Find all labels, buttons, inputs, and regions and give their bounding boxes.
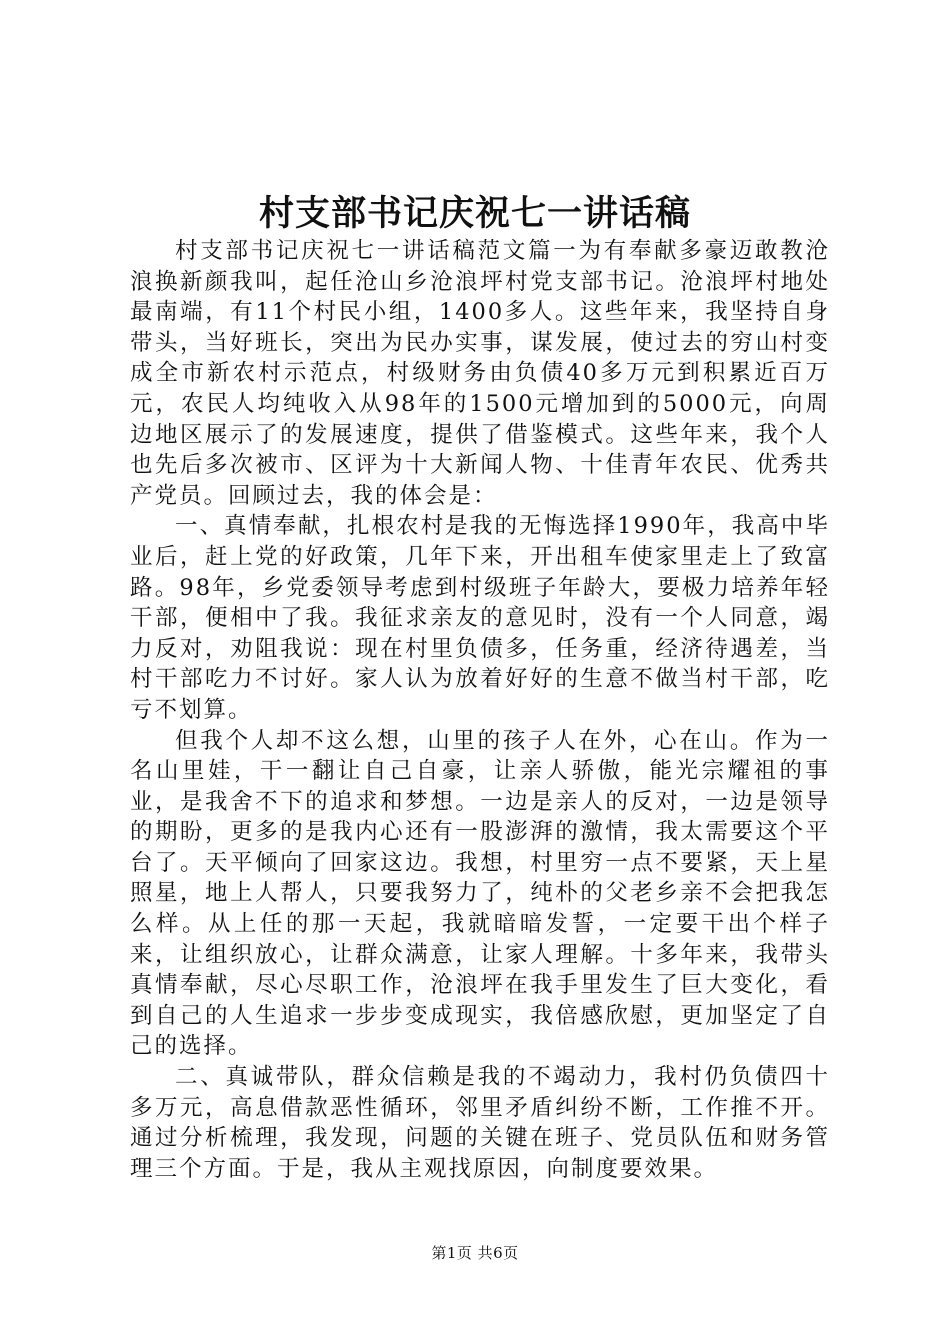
paragraph-reflection: 但我个人却不这么想，山里的孩子人在外，心在山。作为一名山里娃，干一翻让自己自豪，让亲人骄傲，能光宗耀祖的事业，是我舍不下的追求和梦想。一边是亲人的反对，一边是领导的期盼，更多的是我内心还有一股澎湃的激情，我太需要这个平台了。天平倾向了回家这边。我想，村里穷一点不要紧，天上星照星，地上人帮人，只要我努力了，纯朴的父老乡亲不会把我怎么样。从上任的那一天起，我就暗暗发誓，一定要干出个样子来，让组织放心，让群众满意，让家人理解。十多年来，我带头真情奉献，尽心尽职工作，沧浪坪在我手里发生了巨大变化，看到自己的人生追求一步步变成现实，我倍感欣慰，更加坚定了自己的选择。 <box>130 727 830 1060</box>
page-number-footer: 第1页 共6页 <box>431 1244 519 1262</box>
paragraph-section-one: 一、真情奉献，扎根农村是我的无悔选择1990年，我高中毕业后，赶上党的好政策，几年下来，开出租车使家里走上了致富路。98年，乡党委领导考虑到村级班子年龄大，要极力培养年轻干部，便相中了我。我征求亲友的意见时，没有一个人同意，竭力反对，劝阻我说：现在村里负债多，任务重，经济待遇差，当村干部吃力不讨好。家人认为放着好好的生意不做当村干部，吃亏不划算。 <box>130 513 830 723</box>
document-body <box>130 236 830 1184</box>
document-title: 村支部书记庆祝七一讲话稿 <box>258 193 691 234</box>
paragraph-section-two: 二、真诚带队，群众信赖是我的不竭动力，我村仍负债四十多万元，高息借款恶性循环，邻里矛盾纠纷不断，工作推不开。通过分析梳理，我发现，问题的关键在班子、党员队伍和财务管理三个方面。于是，我从主观找原因，向制度要效果。 <box>130 1064 830 1182</box>
paragraph-intro: 村支部书记庆祝七一讲话稿范文篇一为有奉献多豪迈敢教沧浪换新颜我叫，起任沧山乡沧浪坪村党支部书记。沧浪坪村地处最南端，有11个村民小组，1400多人。这些年来，我坚持自身带头，当好班长，突出为民办实事，谋发展，使过去的穷山村变成全市新农村示范点，村级财务由负债40多万元到积累近百万元，农民人均纯收入从98年的1500元增加到的5000元，向周边地区展示了的发展速度，提供了借鉴模式。这些年来，我个人也先后多次被市、区评为十大新闻人物、十佳青年农民、优秀共产党员。回顾过去，我的体会是： <box>130 238 830 509</box>
